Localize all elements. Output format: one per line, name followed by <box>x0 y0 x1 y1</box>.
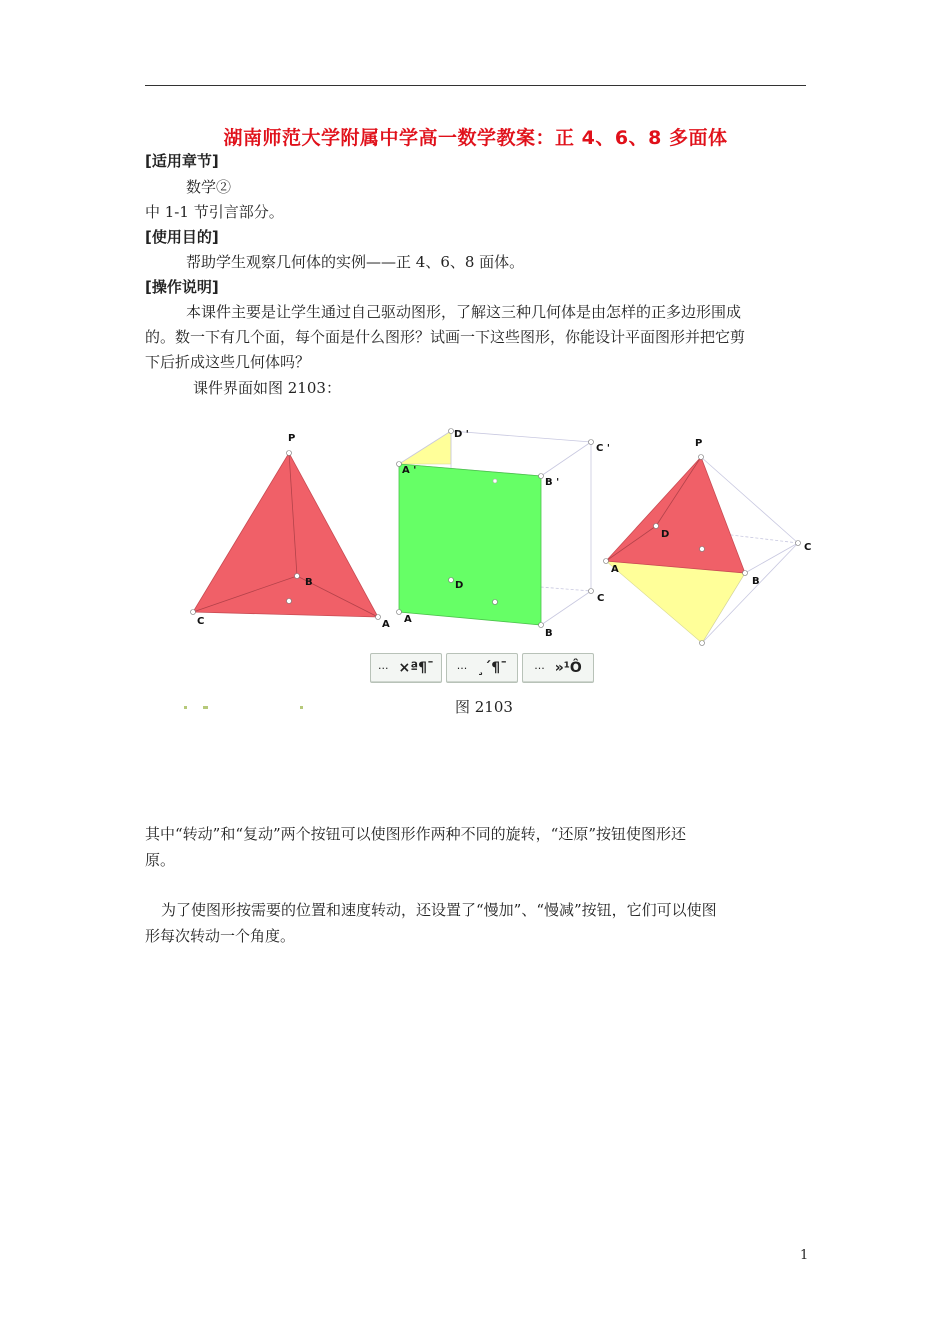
instructions-paragraph-line-3: 下后折成这些几何体吗？ <box>145 353 311 371</box>
tetra-vertex-b <box>295 574 300 579</box>
purpose-text: 帮助学生观察几何体的实例——正 4、6、8 面体。 <box>186 253 525 271</box>
figure-control-buttons <box>370 653 594 683</box>
cube-label-c1: C ' <box>596 443 610 454</box>
tetra-label-p: P <box>288 433 296 444</box>
octa-bottom-yellow-face <box>606 561 745 643</box>
cube-top-center <box>493 479 497 483</box>
cube-label-d: D <box>455 580 464 591</box>
cube-vertex-c <box>589 589 594 594</box>
compound-rotate-button[interactable] <box>446 653 518 683</box>
tetra-vertex-c <box>191 610 196 615</box>
cube-label-a: A <box>404 614 412 625</box>
cube-vertex-a1 <box>397 462 402 467</box>
header-rule <box>145 85 806 86</box>
tetra-center-point <box>287 599 292 604</box>
rotate-button-prefix: ··· <box>377 661 389 675</box>
octa-label-a: A <box>611 564 619 575</box>
buttons-paragraph-line-1: 其中“转动”和“复动”两个按钮可以使图形作两种不同的旋转，“还原”按钮使图形还 <box>145 825 687 843</box>
cube-label-d1: D ' <box>454 429 469 440</box>
interface-intro: 课件界面如图 2103： <box>193 379 341 397</box>
instructions-section-heading: [操作说明] <box>145 278 219 296</box>
tetrahedron <box>191 433 391 630</box>
applicable-line-1: 数学② <box>186 178 232 196</box>
octa-label-p: P <box>695 438 703 449</box>
octahedron <box>604 438 812 646</box>
speed-paragraph-line-2: 形每次转动一个角度。 <box>145 927 296 945</box>
rotate-button-label: ×ª¶¯ <box>398 660 435 676</box>
cube-label-c: C <box>597 593 605 604</box>
cube-green-face <box>399 464 541 625</box>
cube-front-center <box>493 600 498 605</box>
cube-vertex-d1 <box>449 429 454 434</box>
tetra-label-a: A <box>382 619 390 630</box>
reset-button-label: »¹Ô <box>554 660 582 676</box>
page-number: 1 <box>800 1248 809 1263</box>
applicable-section-heading: [适用章节] <box>145 152 219 170</box>
cube-vertex-d <box>449 578 454 583</box>
octa-top-red-face <box>606 457 745 573</box>
instructions-paragraph-line-1: 本课件主要是让学生通过自己驱动图形，了解这三种几何体是由怎样的正多边形围成 <box>186 303 742 321</box>
cube-label-b1: B ' <box>545 477 560 488</box>
rotate-button[interactable] <box>370 653 442 683</box>
cube-vertex-b <box>539 623 544 628</box>
figure-caption: 图 2103 <box>455 698 513 716</box>
polyhedra-figure <box>180 420 820 690</box>
octa-vertex-bottom <box>700 641 705 646</box>
octa-label-d: D <box>661 529 670 540</box>
cube-label-a1: A ' <box>402 465 417 476</box>
document-title: 湖南师范大学附属中学高一数学教案：正 4、6、8 多面体 <box>223 127 728 149</box>
tetra-front-face <box>193 453 378 617</box>
compound-rotate-button-prefix: ··· <box>456 661 468 675</box>
reset-button-prefix: ··· <box>534 661 545 675</box>
tetra-label-b: B <box>305 577 313 588</box>
cube-vertex-a <box>397 610 402 615</box>
speed-paragraph-line-1: 为了使图形按需要的位置和速度转动，还设置了“慢加”、“慢减”按钮，它们可以使图 <box>161 901 717 919</box>
octa-label-b: B <box>752 576 760 587</box>
purpose-section-heading: [使用目的] <box>145 228 219 246</box>
cube-vertex-c1 <box>589 440 594 445</box>
instructions-paragraph-line-2: 的。数一下有几个面，每个面是什么图形？试画一下这些图形，你能设计平面图形并把它剪 <box>145 328 746 346</box>
octa-vertex-d <box>654 524 659 529</box>
cube-label-b: B <box>545 628 553 639</box>
cube-vertex-b1 <box>539 474 544 479</box>
octa-label-c: C <box>804 542 812 553</box>
applicable-line-2: 中 1-1 节引言部分。 <box>145 203 284 221</box>
compound-rotate-button-label: ¸´¶¯ <box>477 660 508 676</box>
tetra-vertex-p <box>287 451 292 456</box>
reset-button[interactable] <box>522 653 594 683</box>
buttons-paragraph-line-2: 原。 <box>145 851 176 869</box>
tetra-label-c: C <box>197 616 205 627</box>
tetra-vertex-a <box>376 615 381 620</box>
octa-vertex-b <box>743 571 748 576</box>
octa-center-point <box>700 547 705 552</box>
octa-vertex-a <box>604 559 609 564</box>
cube <box>397 429 610 640</box>
octa-vertex-p <box>699 455 704 460</box>
octa-vertex-c <box>796 541 801 546</box>
